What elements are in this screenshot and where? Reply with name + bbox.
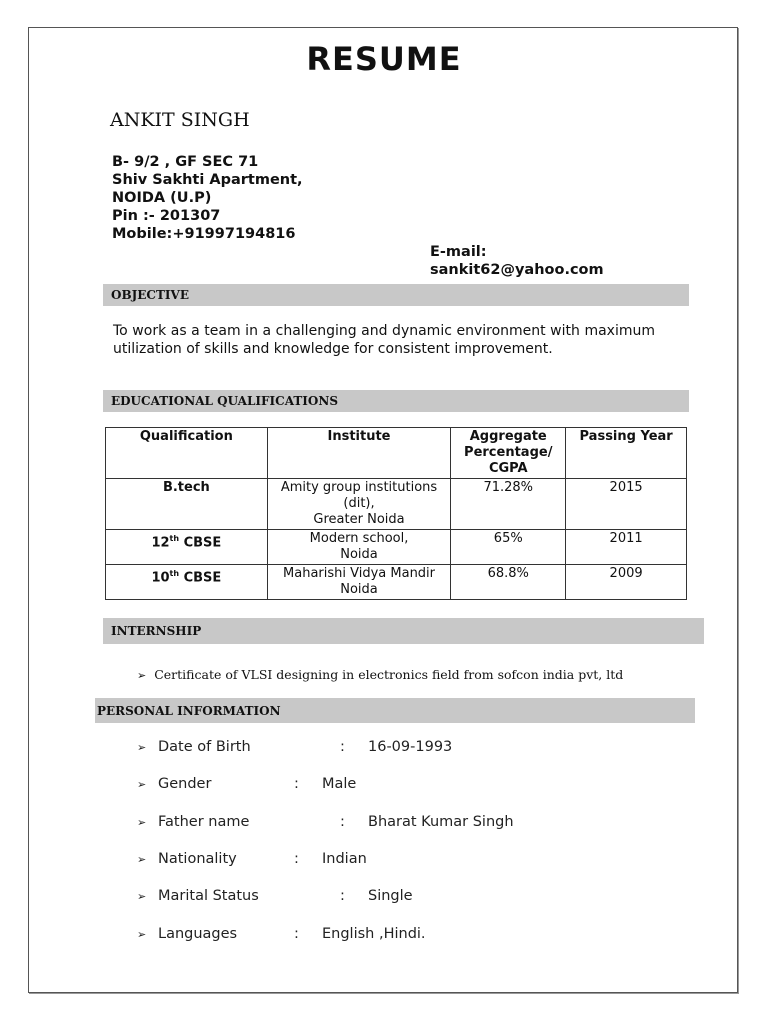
address-line-3: NOIDA (U.P) [112, 190, 212, 206]
address-line-2: Shiv Sakhti Apartment, [112, 172, 303, 188]
education-table [105, 427, 687, 600]
year-cell: 2015 [566, 479, 687, 530]
header-passing-year: Passing Year [566, 428, 687, 479]
table-header-row [106, 428, 687, 479]
marital-separator: : [340, 888, 345, 904]
languages-value: English ,Hindi. [322, 926, 426, 942]
objective-text: To work as a team in a challenging and dynamic environment with maximum utilization of skills and knowledge for consistent improvement. [113, 323, 655, 357]
languages-label: Languages [158, 926, 238, 942]
qualification-cell: 10th CBSE [106, 565, 268, 600]
arrow-bullet-icon: ➢ [137, 853, 147, 866]
internship-text: Certificate of VLSI designing in electronics field from sofcon india pvt, ltd [154, 667, 624, 682]
gender-label: Gender [158, 776, 212, 792]
aggregate-cell: 65% [451, 530, 566, 565]
aggregate-cell: 68.8% [451, 565, 566, 600]
institute-cell: Modern school, Noida [267, 530, 451, 565]
header-institute: Institute [267, 428, 451, 479]
aggregate-cell: 71.28% [451, 479, 566, 530]
arrow-bullet-icon: ➢ [137, 816, 147, 829]
table-row [106, 530, 687, 565]
father-value: Bharat Kumar Singh [368, 814, 514, 830]
header-aggregate: Aggregate Percentage/ CGPA [451, 428, 566, 479]
internship-item [137, 667, 623, 682]
address-block [112, 153, 303, 243]
father-separator: : [340, 814, 345, 830]
institute-cell: Maharishi Vidya Mandir Noida [267, 565, 451, 600]
arrow-bullet-icon: ➢ [137, 778, 147, 791]
arrow-bullet-icon: ➢ [137, 669, 147, 682]
candidate-name: ANKIT SINGH [110, 109, 250, 131]
dob-label: Date of Birth [158, 739, 251, 755]
nationality-separator: : [294, 851, 299, 867]
document-title: RESUME [306, 40, 462, 78]
section-internship-heading: INTERNSHIP [103, 618, 704, 644]
qualification-cell: 12th CBSE [106, 530, 268, 565]
email-address[interactable]: sankit62@yahoo.com [430, 262, 604, 278]
email-label: E-mail: [430, 244, 487, 260]
nationality-value: Indian [322, 851, 367, 867]
year-cell: 2011 [566, 530, 687, 565]
year-cell: 2009 [566, 565, 687, 600]
email-block [430, 243, 604, 279]
father-label: Father name [158, 814, 250, 830]
mobile-number: Mobile:+91997194816 [112, 226, 296, 242]
address-line-1: B- 9/2 , GF SEC 71 [112, 154, 259, 170]
table-row [106, 479, 687, 530]
gender-value: Male [322, 776, 357, 792]
qualification-cell: B.tech [106, 479, 268, 530]
arrow-bullet-icon: ➢ [137, 928, 147, 941]
section-objective-heading: OBJECTIVE [103, 284, 689, 306]
nationality-label: Nationality [158, 851, 237, 867]
arrow-bullet-icon: ➢ [137, 890, 147, 903]
table-row [106, 565, 687, 600]
address-pin: Pin :- 201307 [112, 208, 221, 224]
institute-cell: Amity group institutions (dit), Greater Noida [267, 479, 451, 530]
gender-separator: : [294, 776, 299, 792]
section-education-heading: EDUCATIONAL QUALIFICATIONS [103, 390, 689, 412]
arrow-bullet-icon: ➢ [137, 741, 147, 754]
dob-value: 16-09-1993 [368, 739, 453, 755]
marital-label: Marital Status [158, 888, 259, 904]
header-qualification: Qualification [106, 428, 268, 479]
languages-separator: : [294, 926, 299, 942]
marital-value: Single [368, 888, 413, 904]
dob-separator: : [340, 739, 345, 755]
section-personal-heading: PERSONAL INFORMATION [95, 698, 695, 723]
